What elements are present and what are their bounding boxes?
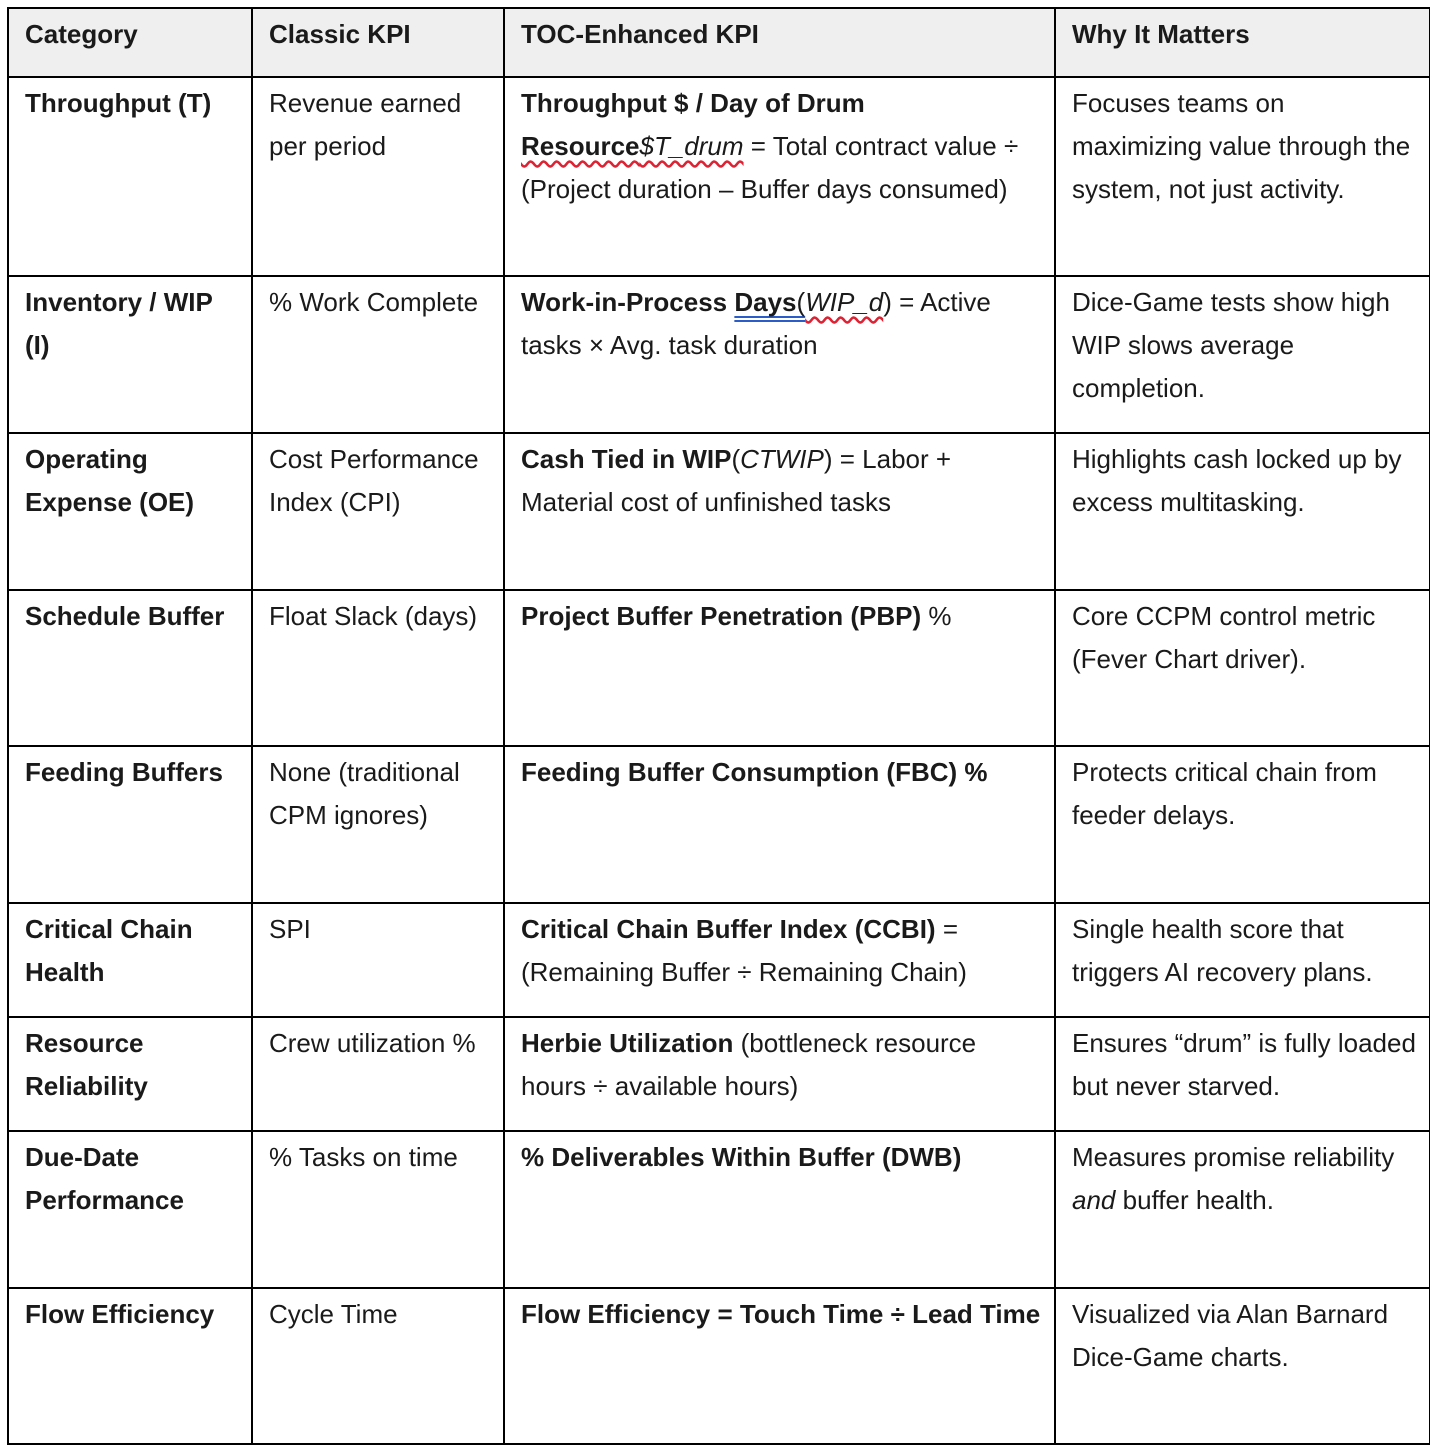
toc-kpi-text: = (Remaining Buffer ÷ Remaining Chain) [521, 914, 967, 987]
toc-kpi-text: ) = Active tasks × Avg. task duration [521, 287, 991, 360]
toc-kpi-cell [504, 276, 1055, 433]
header-why: Why It Matters [1055, 8, 1430, 77]
category-cell: Inventory / WIP (I) [8, 276, 252, 433]
toc-kpi-cell [504, 77, 1055, 276]
toc-kpi-bold: Critical Chain Buffer Index (CCBI) [521, 914, 936, 944]
classic-kpi-cell: % Work Complete [252, 276, 504, 433]
toc-kpi-bold: Throughput $ / Day of Drum [521, 88, 865, 118]
classic-kpi-cell: SPI [252, 903, 504, 1017]
why-cell: Dice-Game tests show high WIP slows average completion. [1055, 276, 1430, 433]
why-cell: Single health score that triggers AI recovery plans. [1055, 903, 1430, 1017]
header-toc-kpi: TOC-Enhanced KPI [504, 8, 1055, 77]
table-row [8, 746, 1430, 903]
toc-kpi-text: = Total contract value ÷ (Project duration – Buffer days consumed) [521, 131, 1019, 204]
table-row [8, 77, 1430, 276]
header-classic-kpi: Classic KPI [252, 8, 504, 77]
toc-kpi-cell [504, 903, 1055, 1017]
toc-kpi-bold: Work-in-Process [521, 287, 735, 317]
category-cell: Resource Reliability [8, 1017, 252, 1131]
toc-kpi-text: % [921, 601, 952, 631]
table-row [8, 590, 1430, 746]
toc-kpi-bold: Flow Efficiency = Touch Time ÷ Lead Time [521, 1299, 1041, 1329]
table-row [8, 1017, 1430, 1131]
classic-kpi-cell: Revenue earned per period [252, 77, 504, 276]
toc-kpi-symbol: CTWIP [740, 444, 824, 474]
category-cell: Critical Chain Health [8, 903, 252, 1017]
toc-kpi-bold: Feeding Buffer Consumption (FBC) % [521, 757, 988, 787]
why-text: Measures promise reliability [1072, 1142, 1395, 1172]
classic-kpi-cell: Cycle Time [252, 1288, 504, 1444]
category-cell: Due-Date Performance [8, 1131, 252, 1288]
classic-kpi-cell: % Tasks on time [252, 1131, 504, 1288]
toc-kpi-cell [504, 433, 1055, 590]
table-row [8, 1131, 1430, 1288]
toc-kpi-cell [504, 1288, 1055, 1444]
toc-kpi-bold: Days [734, 287, 797, 317]
why-text: buffer health. [1115, 1185, 1274, 1215]
category-cell: Feeding Buffers [8, 746, 252, 903]
toc-kpi-cell [504, 1131, 1055, 1288]
header-row [8, 8, 1430, 77]
toc-kpi-bold: % Deliverables Within Buffer (DWB) [521, 1142, 962, 1172]
toc-kpi-bold: Project Buffer Penetration (PBP) [521, 601, 922, 631]
table-row [8, 1288, 1430, 1444]
why-cell: Protects critical chain from feeder delays. [1055, 746, 1430, 903]
toc-kpi-text: (bottleneck resource hours ÷ available hours) [521, 1028, 977, 1101]
table-row [8, 433, 1430, 590]
toc-kpi-cell [504, 1017, 1055, 1131]
category-cell: Throughput (T) [8, 77, 252, 276]
category-cell: Flow Efficiency [8, 1288, 252, 1444]
toc-kpi-bold: Cash Tied in WIP [521, 444, 732, 474]
table-row [8, 903, 1430, 1017]
why-cell [1055, 1131, 1430, 1288]
header-category: Category [8, 8, 252, 77]
category-cell: Operating Expense (OE) [8, 433, 252, 590]
why-cell: Highlights cash locked up by excess multitasking. [1055, 433, 1430, 590]
classic-kpi-cell: Cost Performance Index (CPI) [252, 433, 504, 590]
toc-kpi-text: ) = Labor + Material cost of unfinished tasks [521, 444, 952, 517]
why-cell: Ensures “drum” is fully loaded but never starved. [1055, 1017, 1430, 1131]
toc-kpi-symbol: $T_drum [639, 131, 744, 161]
toc-kpi-bold: Herbie Utilization [521, 1028, 734, 1058]
why-text-emphasis: and [1072, 1185, 1116, 1215]
why-cell: Focuses teams on maximizing value through the system, not just activity. [1055, 77, 1430, 276]
toc-kpi-text: ( [731, 444, 741, 474]
toc-kpi-symbol: WIP_d [805, 287, 884, 317]
why-cell: Visualized via Alan Barnard Dice-Game charts. [1055, 1288, 1430, 1444]
why-cell: Core CCPM control metric (Fever Chart driver). [1055, 590, 1430, 746]
classic-kpi-cell: Crew utilization % [252, 1017, 504, 1131]
toc-kpi-bold: Resource [521, 131, 640, 161]
classic-kpi-cell: Float Slack (days) [252, 590, 504, 746]
classic-kpi-cell: None (traditional CPM ignores) [252, 746, 504, 903]
toc-kpi-cell [504, 590, 1055, 746]
category-cell: Schedule Buffer [8, 590, 252, 746]
toc-kpi-text: ( [796, 287, 806, 317]
toc-kpi-cell [504, 746, 1055, 903]
kpi-comparison-table [7, 7, 1430, 1445]
table-row [8, 276, 1430, 433]
